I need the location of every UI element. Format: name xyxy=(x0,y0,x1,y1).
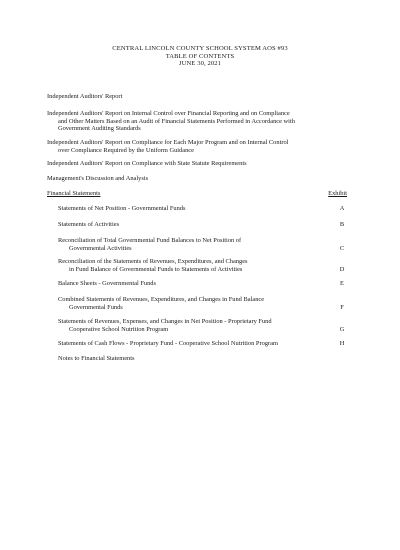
financial-statements-heading-row xyxy=(47,190,347,198)
toc-item-notes-to-financial-statements: Notes to Financial Statements xyxy=(58,355,135,362)
exhibit-letter: C xyxy=(339,244,345,252)
exhibit-letter: D xyxy=(339,265,345,273)
toc-entry-mdna: Management's Discussion and Analysis xyxy=(47,175,149,182)
exhibit-letter: A xyxy=(339,205,345,212)
toc-item-combined-statements: Combined Statements of Revenues, Expenditures, and Changes in Fund Balance Governmental Funds F xyxy=(58,296,348,311)
toc-item-statements-of-net-position: Statements of Net Position - Governmental Funds A xyxy=(58,205,348,213)
toc-item-reconciliation-fund-balances: Reconciliation of Total Governmental Fund Balances to Net Position of Governmental Activities C xyxy=(58,237,348,252)
exhibit-letter: B xyxy=(339,221,345,228)
toc-item-statements-of-cash-flows: Statements of Cash Flows - Proprietary Fund - Cooperative School Nutrition Program H xyxy=(58,340,348,348)
toc-item-proprietary-fund-net-position: Statements of Revenues, Expenses, and Changes in Net Position - Proprietary Fund Cooperative School Nutrition Program G xyxy=(58,318,348,333)
toc-item-statements-of-activities: Statements of Activities B xyxy=(58,221,348,229)
toc-entry-internal-control-report: Independent Auditors' Report on Internal Control over Financial Reporting and on Compliance and Other Matters Based on an Audit of Financial Statements Performed in Accordance with Government Auditing Standards xyxy=(47,110,295,133)
exhibit-letter: H xyxy=(339,340,345,347)
exhibit-letter: F xyxy=(340,303,344,311)
exhibit-column-label: Exhibit xyxy=(328,190,347,197)
document-date: JUNE 30, 2021 xyxy=(178,60,222,68)
toc-entry-major-program-report: Independent Auditors' Report on Compliance for Each Major Program and on Internal Control over Compliance Required by the Uniform Guidance xyxy=(47,139,289,154)
toc-entry-independent-auditors-report: Independent Auditors' Report xyxy=(47,93,123,100)
document-header xyxy=(0,45,400,68)
toc-item-balance-sheets: Balance Sheets - Governmental Funds E xyxy=(58,280,348,288)
document-title: TABLE OF CONTENTS xyxy=(165,52,235,60)
financial-statements-heading: Financial Statements xyxy=(47,190,101,197)
toc-item-reconciliation-revenues: Reconciliation of the Statements of Revenues, Expenditures, and Changes in Fund Balance of Governmental Funds to Statements of Activities D xyxy=(58,258,348,273)
exhibit-letter: E xyxy=(340,280,344,287)
organization-name: CENTRAL LINCOLN COUNTY SCHOOL SYSTEM AOS #93 xyxy=(112,45,288,52)
exhibit-letter: G xyxy=(339,325,345,333)
toc-entry-state-statute-report: Independent Auditors' Report on Compliance with State Statute Requirements xyxy=(47,160,247,167)
